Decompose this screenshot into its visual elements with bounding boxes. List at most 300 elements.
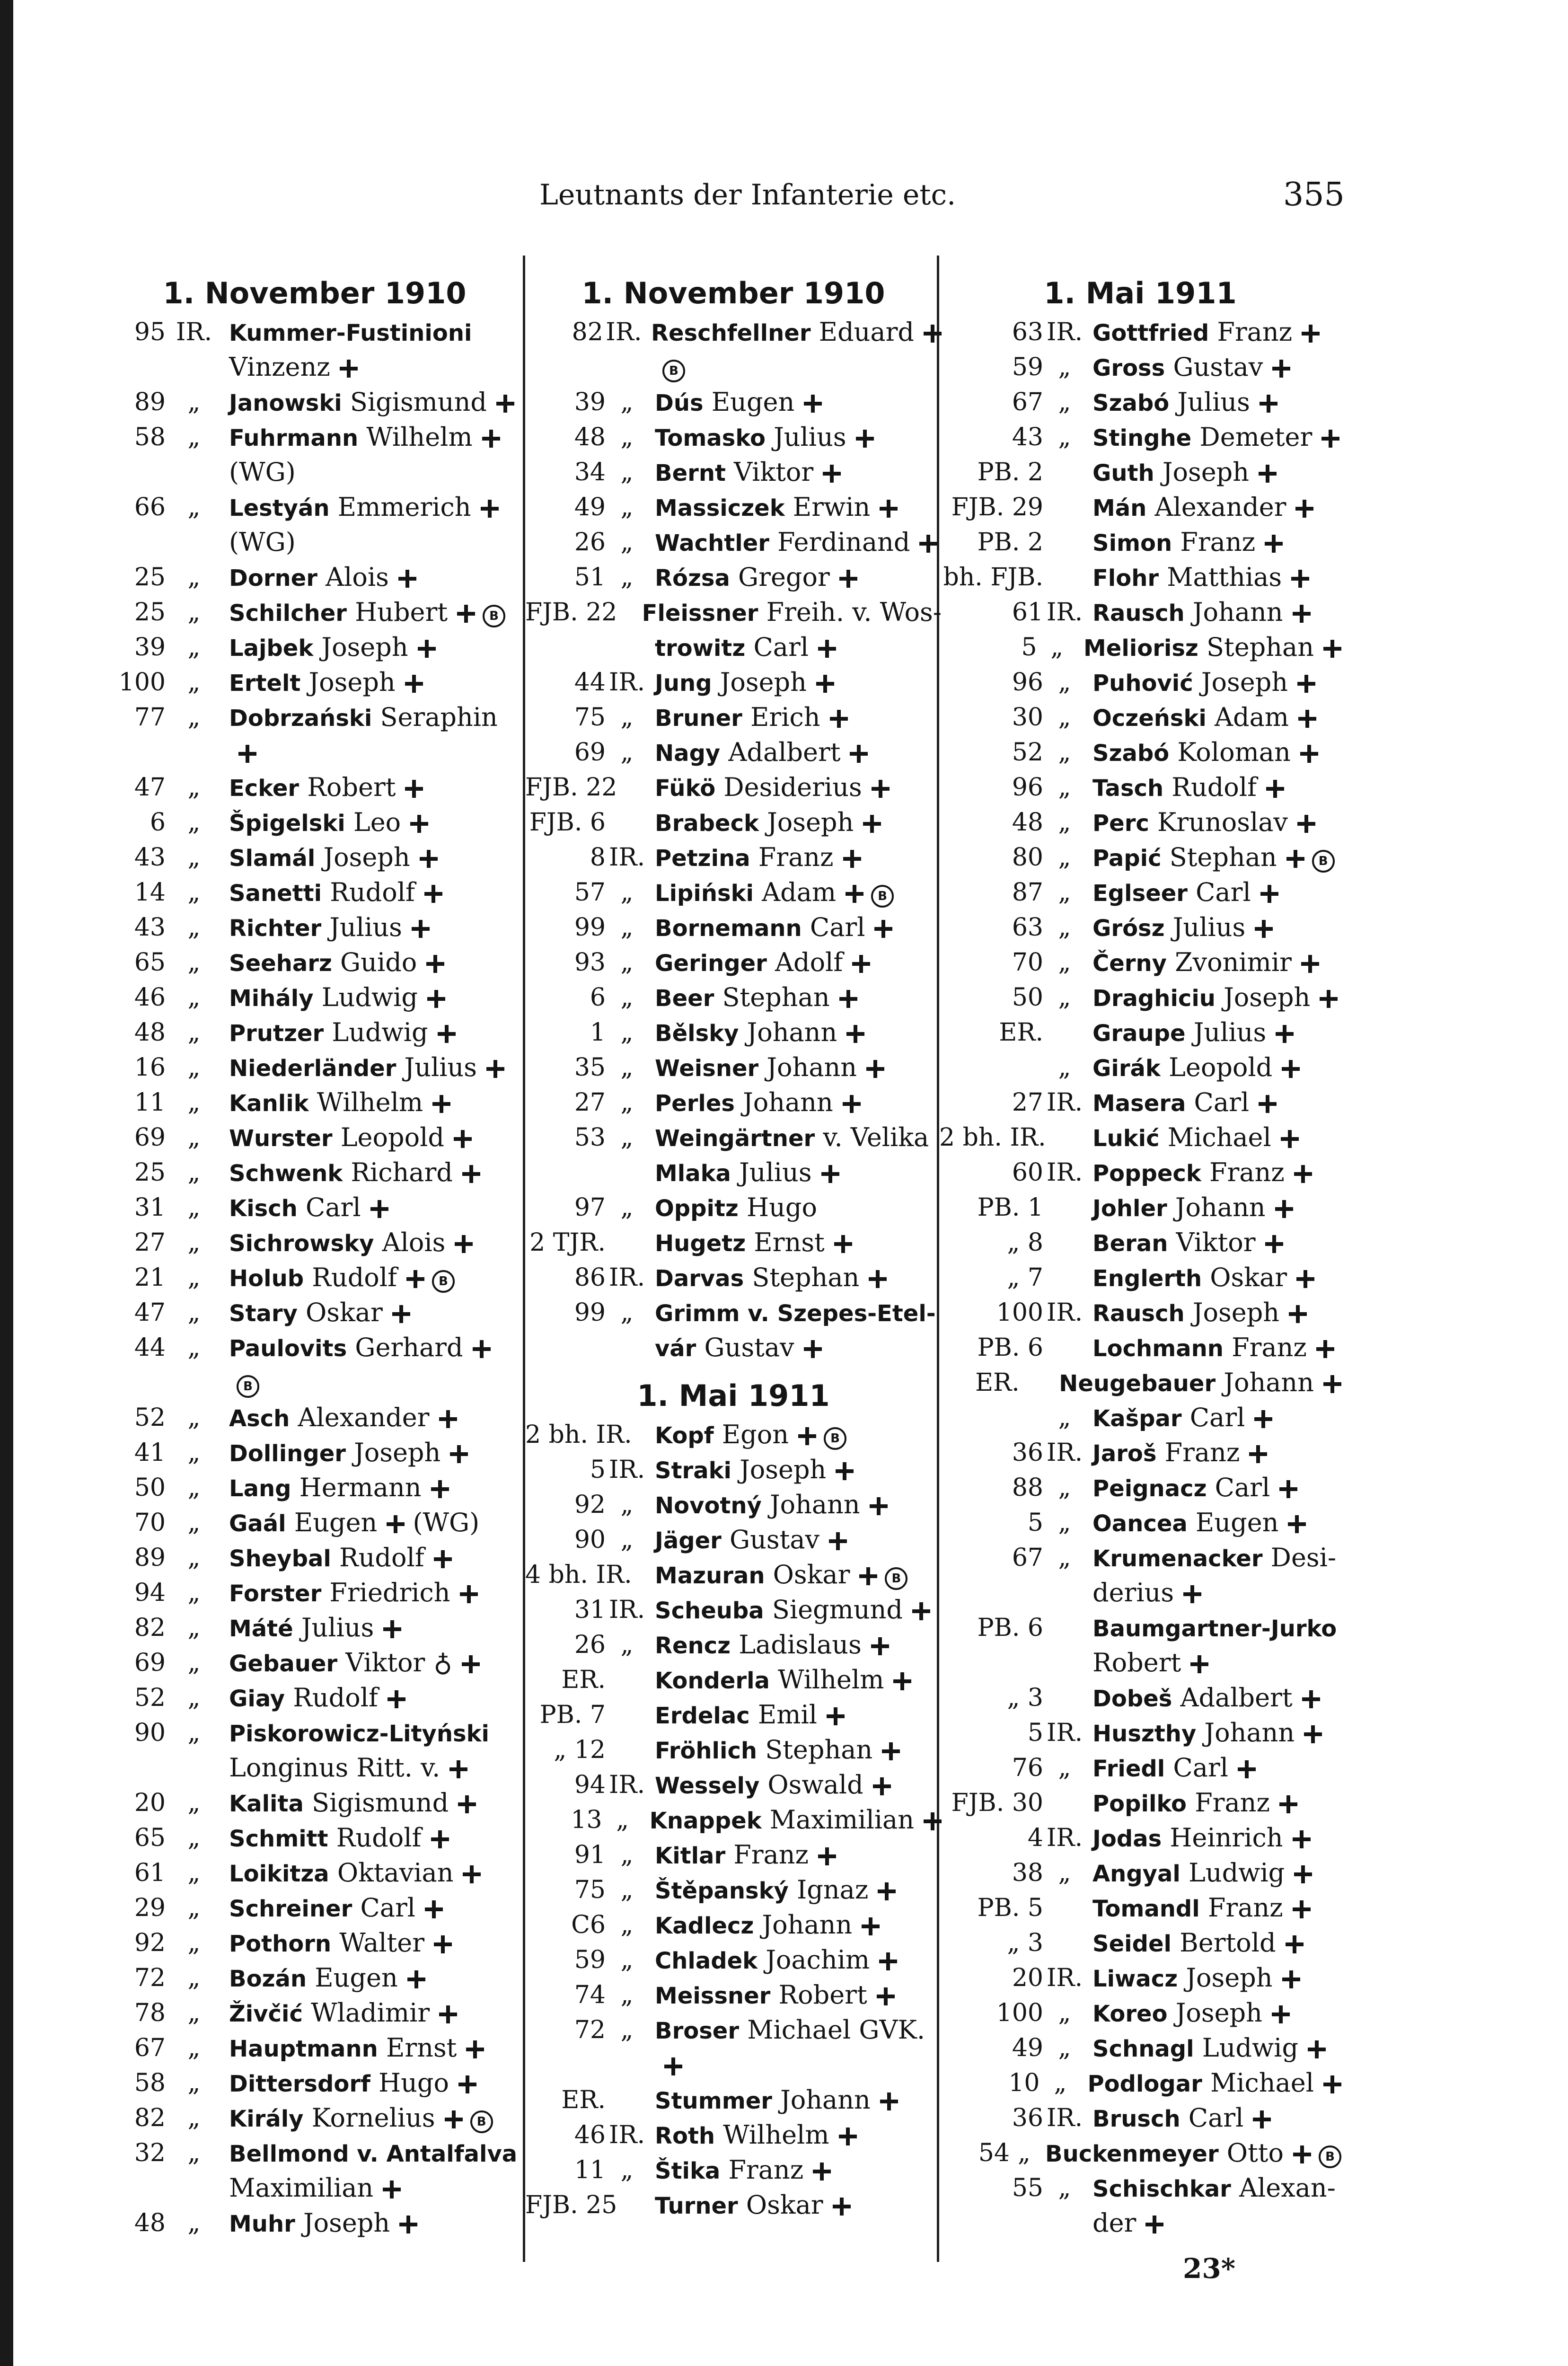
- surname: Oczeński: [1092, 705, 1207, 732]
- section-heading: 1. November 1910: [163, 276, 467, 310]
- given-name: Julius: [1169, 387, 1250, 417]
- given-name: Zvonimir: [1166, 947, 1292, 977]
- given-name: Julius: [396, 1052, 477, 1082]
- surname: Seeharz: [229, 950, 332, 977]
- merit-cross-icon: [1286, 850, 1304, 868]
- officer-name: [648, 1837, 836, 1873]
- merit-cross-icon: [866, 1060, 884, 1078]
- regiment-number: FJB. 22: [525, 773, 617, 802]
- list-item: [104, 1330, 525, 1365]
- surname: Brabeck: [655, 810, 759, 837]
- given-name: Adam: [753, 877, 837, 907]
- given-name: Johann: [754, 1910, 853, 1940]
- given-name: Viktor: [725, 457, 814, 487]
- regiment-number: „ 3: [1007, 1929, 1043, 1957]
- surname: Bozán: [229, 1966, 307, 1992]
- surname: Reschfellner: [651, 320, 811, 346]
- list-item: [939, 910, 1341, 945]
- unit-type: IR.: [1046, 2104, 1083, 2132]
- regiment-number: 14: [134, 878, 166, 907]
- given-name: Viktor: [337, 1648, 425, 1677]
- surname: Wachtler: [655, 530, 769, 556]
- list-item: [104, 1890, 525, 1925]
- list-item-continuation: [939, 2206, 1341, 2241]
- list-item: [939, 1120, 1341, 1155]
- unit-type: „: [1058, 423, 1071, 451]
- officer-name: [222, 875, 442, 911]
- surname: Kopf: [655, 1422, 714, 1449]
- unit-type: „: [620, 1053, 634, 1082]
- list-item: [939, 1925, 1341, 1960]
- officer-name: [648, 1487, 888, 1523]
- surname: Ecker: [229, 775, 300, 802]
- surname: Jäger: [655, 1527, 722, 1554]
- list-item: [939, 1330, 1341, 1365]
- officer-name: [222, 945, 444, 981]
- unit-type: „: [620, 913, 634, 942]
- list-item-continuation: [104, 1365, 525, 1400]
- unit-type: „: [620, 1631, 634, 1659]
- merit-cross-icon: [1293, 2145, 1311, 2163]
- regiment-number: 77: [134, 703, 166, 732]
- officer-name: [1086, 875, 1278, 911]
- surname: Lang: [229, 1475, 291, 1502]
- regiment-number: 99: [574, 1298, 606, 1327]
- list-item: [525, 385, 942, 420]
- merit-cross-icon: [912, 1602, 930, 1620]
- given-name: Alexander: [290, 1403, 430, 1432]
- officer-name: [648, 840, 861, 876]
- unit-type: „: [187, 948, 201, 977]
- regiment-number: bh. FJB.: [943, 563, 1043, 592]
- given-name: Alois: [374, 1227, 446, 1257]
- list-item: [104, 1575, 525, 1610]
- regiment-number: 46: [134, 983, 166, 1012]
- surname: vár: [655, 1335, 696, 1362]
- given-name: Franz: [720, 2155, 804, 2185]
- officer-name: [648, 1978, 895, 2013]
- surname: Scheuba: [655, 1598, 764, 1624]
- officer-name: [1086, 1610, 1337, 1646]
- signature-mark: 23*: [1183, 2252, 1236, 2285]
- officer-name: [1086, 455, 1277, 491]
- officer-name: [1086, 1435, 1267, 1471]
- given-name: Rudolf: [285, 1683, 378, 1713]
- list-item: [104, 840, 525, 875]
- surname: Wessely: [655, 1773, 760, 1799]
- merit-cross-icon: [816, 675, 834, 693]
- officer-name: [1086, 1050, 1300, 1086]
- regiment-number: 55: [1012, 2174, 1043, 2202]
- given-name: Carl: [1207, 1473, 1270, 1502]
- surname: Turner: [655, 2193, 738, 2219]
- list-item: [525, 1487, 942, 1522]
- officer-name: [222, 1330, 491, 1366]
- officer-name: [648, 1907, 880, 1943]
- list-item: [939, 1015, 1341, 1050]
- merit-cross-icon: [412, 920, 430, 938]
- list-item: [939, 350, 1341, 385]
- given-name: Robert: [299, 772, 396, 802]
- merit-cross-icon: [410, 815, 428, 833]
- unit-type: IR.: [608, 1771, 645, 1799]
- officer-name: [222, 2136, 517, 2172]
- surname: Dollinger: [229, 1440, 346, 1467]
- unit-type: „: [1058, 1754, 1071, 1782]
- surname: Kisch: [229, 1195, 298, 1222]
- regiment-number: PB. 6: [977, 1333, 1043, 1362]
- surname: Darvas: [655, 1265, 744, 1292]
- merit-cross-icon: [798, 1427, 816, 1445]
- unit-type: IR.: [1046, 1088, 1083, 1117]
- surname: Grimm v. Szepes-Etel-: [655, 1300, 936, 1327]
- surname: Lestyán: [229, 495, 330, 521]
- list-item: [939, 1785, 1341, 1820]
- unit-type: „: [620, 983, 634, 1012]
- regiment-number: 70: [134, 1509, 166, 1537]
- surname: Rausch: [1092, 1300, 1185, 1327]
- officer-name: [648, 1557, 907, 1593]
- given-name: Johann: [761, 1490, 860, 1519]
- section-heading: 1. November 1910: [581, 276, 885, 310]
- unit-type: IR.: [608, 1456, 645, 1484]
- surname: Mlaka: [655, 1160, 731, 1187]
- unit-type: „: [1058, 1509, 1071, 1537]
- officer-name: [222, 700, 498, 736]
- given-name: Julius: [321, 912, 402, 942]
- regiment-number: 91: [574, 1841, 606, 1869]
- given-name: Julius: [1185, 1017, 1267, 1047]
- regiment-number: 32: [134, 2139, 166, 2167]
- officer-name: [648, 945, 870, 981]
- unit-type: „: [187, 1474, 201, 1502]
- given-name: Walter: [331, 1928, 425, 1958]
- list-item: [939, 1470, 1341, 1505]
- surname: Rencz: [655, 1633, 731, 1659]
- surname: Rózsa: [655, 565, 730, 592]
- unit-type: „: [187, 1263, 201, 1292]
- regiment-number: 43: [134, 913, 166, 942]
- merit-cross-icon: [1294, 1865, 1312, 1883]
- list-item: [104, 1645, 525, 1680]
- unit-type: IR.: [608, 843, 645, 872]
- officer-name: [648, 1085, 861, 1121]
- merit-cross-icon: [1298, 710, 1316, 728]
- regiment-number: 82: [134, 2104, 166, 2132]
- merit-cross-icon: [431, 1830, 449, 1848]
- regiment-number: 66: [134, 493, 166, 521]
- regiment-number: 76: [1012, 1754, 1043, 1782]
- regiment-number: 48: [1012, 808, 1043, 837]
- officer-name: [1086, 1540, 1336, 1576]
- surname: Papić: [1092, 845, 1162, 872]
- surname: Lajbek: [229, 635, 314, 662]
- given-name: Eugen: [286, 1508, 378, 1537]
- officer-name: [1086, 1715, 1322, 1751]
- given-name: Eugen: [1187, 1508, 1279, 1537]
- given-name: Hermann: [291, 1473, 422, 1502]
- officer-name: [222, 665, 423, 701]
- unit-type: „: [187, 1684, 201, 1712]
- list-item: [104, 1050, 525, 1085]
- officer-name: [222, 1995, 457, 2031]
- regiment-number: PB. 5: [977, 1894, 1043, 1922]
- unit-type: „: [1058, 388, 1071, 416]
- list-item: [104, 1400, 525, 1435]
- surname: Guth: [1092, 460, 1154, 486]
- given-name: Eduard: [810, 317, 914, 347]
- merit-cross-icon: [1145, 2216, 1163, 2234]
- given-name: Joseph: [1215, 982, 1311, 1012]
- surname: Lipiński: [655, 880, 754, 907]
- regiment-number: 57: [574, 878, 606, 907]
- given-name: Egon: [714, 1420, 789, 1449]
- given-name: Johann: [1216, 1368, 1314, 1397]
- regiment-number: 89: [134, 388, 166, 416]
- unit-type: „: [187, 1228, 201, 1257]
- unit-type: „: [187, 1719, 201, 1747]
- merit-cross-icon: [1272, 2005, 1290, 2023]
- regiment-number: 4 bh. IR.: [525, 1561, 632, 1589]
- list-item-continuation: [104, 1750, 525, 1785]
- officer-name: [222, 1785, 476, 1821]
- unit-type: „: [187, 1509, 201, 1537]
- list-item: [939, 420, 1341, 455]
- circled-b-icon: B: [662, 360, 685, 382]
- officer-name: [1086, 1925, 1304, 1961]
- surname: Mazuran: [655, 1563, 765, 1589]
- list-item: [104, 595, 525, 630]
- list-item: [525, 1190, 942, 1225]
- unit-type: IR.: [608, 1596, 645, 1624]
- merit-cross-icon: [1282, 1970, 1300, 1988]
- circled-b-icon: B: [1312, 850, 1335, 873]
- list-item-continuation: [939, 1645, 1341, 1680]
- unit-type: „: [620, 703, 634, 732]
- list-item: [525, 1522, 942, 1557]
- officer-name: [648, 2013, 925, 2048]
- surname: Stinghe: [1092, 425, 1192, 451]
- list-item: [939, 490, 1341, 525]
- given-name: Carl: [1165, 1753, 1228, 1783]
- given-name: Michael: [1202, 2068, 1314, 2098]
- given-name: Ladislaus: [731, 1630, 862, 1660]
- officer-name: [1086, 2031, 1326, 2066]
- list-item: [939, 1050, 1341, 1085]
- regiment-number: 47: [134, 1298, 166, 1327]
- surname: Bellmond v. Antalfalva: [229, 2141, 518, 2167]
- unit-type: „: [187, 1333, 201, 1362]
- regiment-number: 70: [1012, 948, 1043, 977]
- merit-cross-icon: [398, 570, 416, 588]
- officer-name: [1086, 1960, 1300, 1996]
- officer-name: [648, 1872, 896, 1908]
- regiment-number: 99: [574, 913, 606, 942]
- list-item: [525, 420, 942, 455]
- given-name: Leo: [345, 807, 401, 837]
- list-item: [104, 315, 525, 350]
- list-item: [525, 1837, 942, 1872]
- list-item: [525, 315, 942, 350]
- regiment-number: 72: [574, 2016, 606, 2044]
- surname: Oppitz: [655, 1195, 739, 1222]
- given-name: Erich: [742, 702, 820, 732]
- surname: Schwenk: [229, 1160, 343, 1187]
- merit-cross-icon: [482, 430, 500, 448]
- unit-type: „: [620, 738, 634, 767]
- unit-type: IR.: [1046, 318, 1083, 346]
- unit-type: IR.: [1046, 1439, 1083, 1467]
- surname: Girák: [1092, 1055, 1161, 1082]
- given-name: Freih. v. Wos-: [758, 597, 942, 627]
- regiment-number: „ 12: [554, 1736, 606, 1764]
- unit-type: „: [1058, 913, 1071, 942]
- officer-name: [648, 1260, 887, 1296]
- given-name: Seraphin: [372, 702, 498, 732]
- regiment-number: 69: [134, 1649, 166, 1677]
- given-name: Johann: [772, 2085, 871, 2115]
- list-item: [104, 1155, 525, 1190]
- surname: Mihály: [229, 985, 314, 1012]
- given-name: Rudolf: [331, 1543, 424, 1572]
- given-name: Gustav: [696, 1333, 794, 1362]
- merit-cross-icon: [664, 2057, 682, 2075]
- merit-cross-icon: [455, 1235, 473, 1253]
- merit-cross-icon: [1183, 1585, 1201, 1603]
- regiment-number: 53: [574, 1123, 606, 1152]
- surname: Prutzer: [229, 1020, 324, 1047]
- given-name: Viktor: [1168, 1227, 1256, 1257]
- list-item: [525, 1225, 942, 1260]
- officer-name: [222, 1540, 452, 1576]
- given-name: Joseph: [1184, 1298, 1280, 1327]
- given-name: Friedrich: [321, 1578, 450, 1607]
- list-item: [939, 560, 1341, 595]
- merit-cross-icon: [813, 2163, 831, 2181]
- officer-name: [648, 1732, 900, 1768]
- officer-name: [222, 560, 416, 596]
- unit-type: „: [187, 633, 201, 662]
- merit-cross-icon: [872, 780, 890, 798]
- regiment-number: 75: [574, 703, 606, 732]
- regiment-number: 13: [571, 1806, 602, 1834]
- surname: Bornemann: [655, 915, 802, 942]
- given-name: Franz: [725, 1840, 809, 1870]
- surname: Stary: [229, 1300, 298, 1327]
- officer-name: [222, 840, 438, 876]
- given-name: Demeter: [1191, 422, 1313, 452]
- merit-cross-icon: [1272, 360, 1290, 378]
- officer-name: [222, 2171, 401, 2206]
- merit-cross-icon: [1255, 920, 1273, 938]
- circled-b-icon: B: [1319, 2145, 1341, 2168]
- regiment-number: 25: [134, 598, 166, 627]
- given-name: Carl: [297, 1192, 361, 1222]
- merit-cross-icon: [388, 1690, 405, 1708]
- merit-cross-icon: [1297, 815, 1315, 833]
- surname: Dobeš: [1092, 1686, 1172, 1712]
- officer-name: [222, 1925, 452, 1961]
- officer-name: [1086, 1505, 1306, 1541]
- merit-cross-icon: [1254, 1410, 1272, 1428]
- given-name: Krunoslav: [1149, 807, 1288, 837]
- list-item: [104, 1715, 525, 1750]
- officer-name: [1086, 1085, 1277, 1121]
- given-name: Joseph: [295, 2208, 390, 2238]
- list-item: [104, 1190, 525, 1225]
- regiment-number: 43: [134, 843, 166, 872]
- list-item: [104, 1610, 525, 1645]
- surname: Neugebauer: [1059, 1370, 1216, 1397]
- merit-cross-icon: [919, 535, 937, 553]
- merit-cross-icon: [843, 850, 861, 868]
- unit-type: „: [620, 1526, 634, 1554]
- list-item: [525, 840, 942, 875]
- merit-cross-icon: [830, 710, 848, 728]
- merit-cross-icon: [450, 1445, 468, 1463]
- officer-name: [648, 1452, 854, 1488]
- list-item: [939, 770, 1341, 805]
- unit-type: „: [620, 1088, 634, 1117]
- officer-name: [222, 2066, 476, 2101]
- list-item: [104, 945, 525, 980]
- regiment-number: 20: [134, 1789, 166, 1817]
- surname: Bělsky: [655, 1020, 739, 1047]
- surname: Chladek: [655, 1948, 758, 1974]
- list-item: [939, 1890, 1341, 1925]
- unit-type: „: [187, 598, 201, 627]
- surname: Hauptmann: [229, 2036, 378, 2062]
- regiment-number: 80: [1012, 843, 1043, 872]
- regiment-number: 74: [574, 1981, 606, 2009]
- unit-type: „: [187, 2034, 201, 2062]
- given-name: Oswald: [759, 1770, 863, 1800]
- unit-type: „: [187, 1018, 201, 1047]
- regiment-number: 61: [1012, 598, 1043, 627]
- merit-cross-icon: [852, 955, 870, 973]
- given-name: Wladimir: [302, 1998, 430, 2028]
- given-name: Maximilian: [761, 1805, 914, 1835]
- surname: Meissner: [655, 1983, 771, 2009]
- list-item: [104, 1015, 525, 1050]
- regiment-number: 48: [134, 2209, 166, 2237]
- officer-name: [648, 1417, 846, 1453]
- merit-cross-icon: [1265, 1235, 1283, 1253]
- officer-name: [648, 455, 841, 491]
- surname: Kalita: [229, 1791, 304, 1817]
- given-name: Stephan: [714, 982, 830, 1012]
- officer-name: [648, 350, 685, 385]
- regiment-number: ER.: [561, 1666, 606, 1694]
- merit-cross-icon: [1302, 1690, 1320, 1708]
- regiment-number: PB. 1: [977, 1193, 1043, 1222]
- merit-cross-icon: [458, 1795, 476, 1813]
- officer-name: [1086, 770, 1284, 806]
- unit-type: „: [1058, 878, 1071, 907]
- list-item: [525, 1802, 942, 1837]
- given-name: (WG): [229, 527, 296, 557]
- unit-type: „: [620, 1491, 634, 1519]
- merit-cross-icon: [1293, 1900, 1311, 1918]
- list-item: [939, 1820, 1341, 1855]
- given-name: Carl: [802, 912, 865, 942]
- given-name: Carl: [1181, 1403, 1245, 1432]
- regiment-number: 4: [1027, 1824, 1043, 1852]
- list-item: [939, 525, 1341, 560]
- unit-type: „: [187, 1789, 201, 1817]
- merit-cross-icon: [1300, 745, 1318, 763]
- merit-cross-icon: [405, 780, 423, 798]
